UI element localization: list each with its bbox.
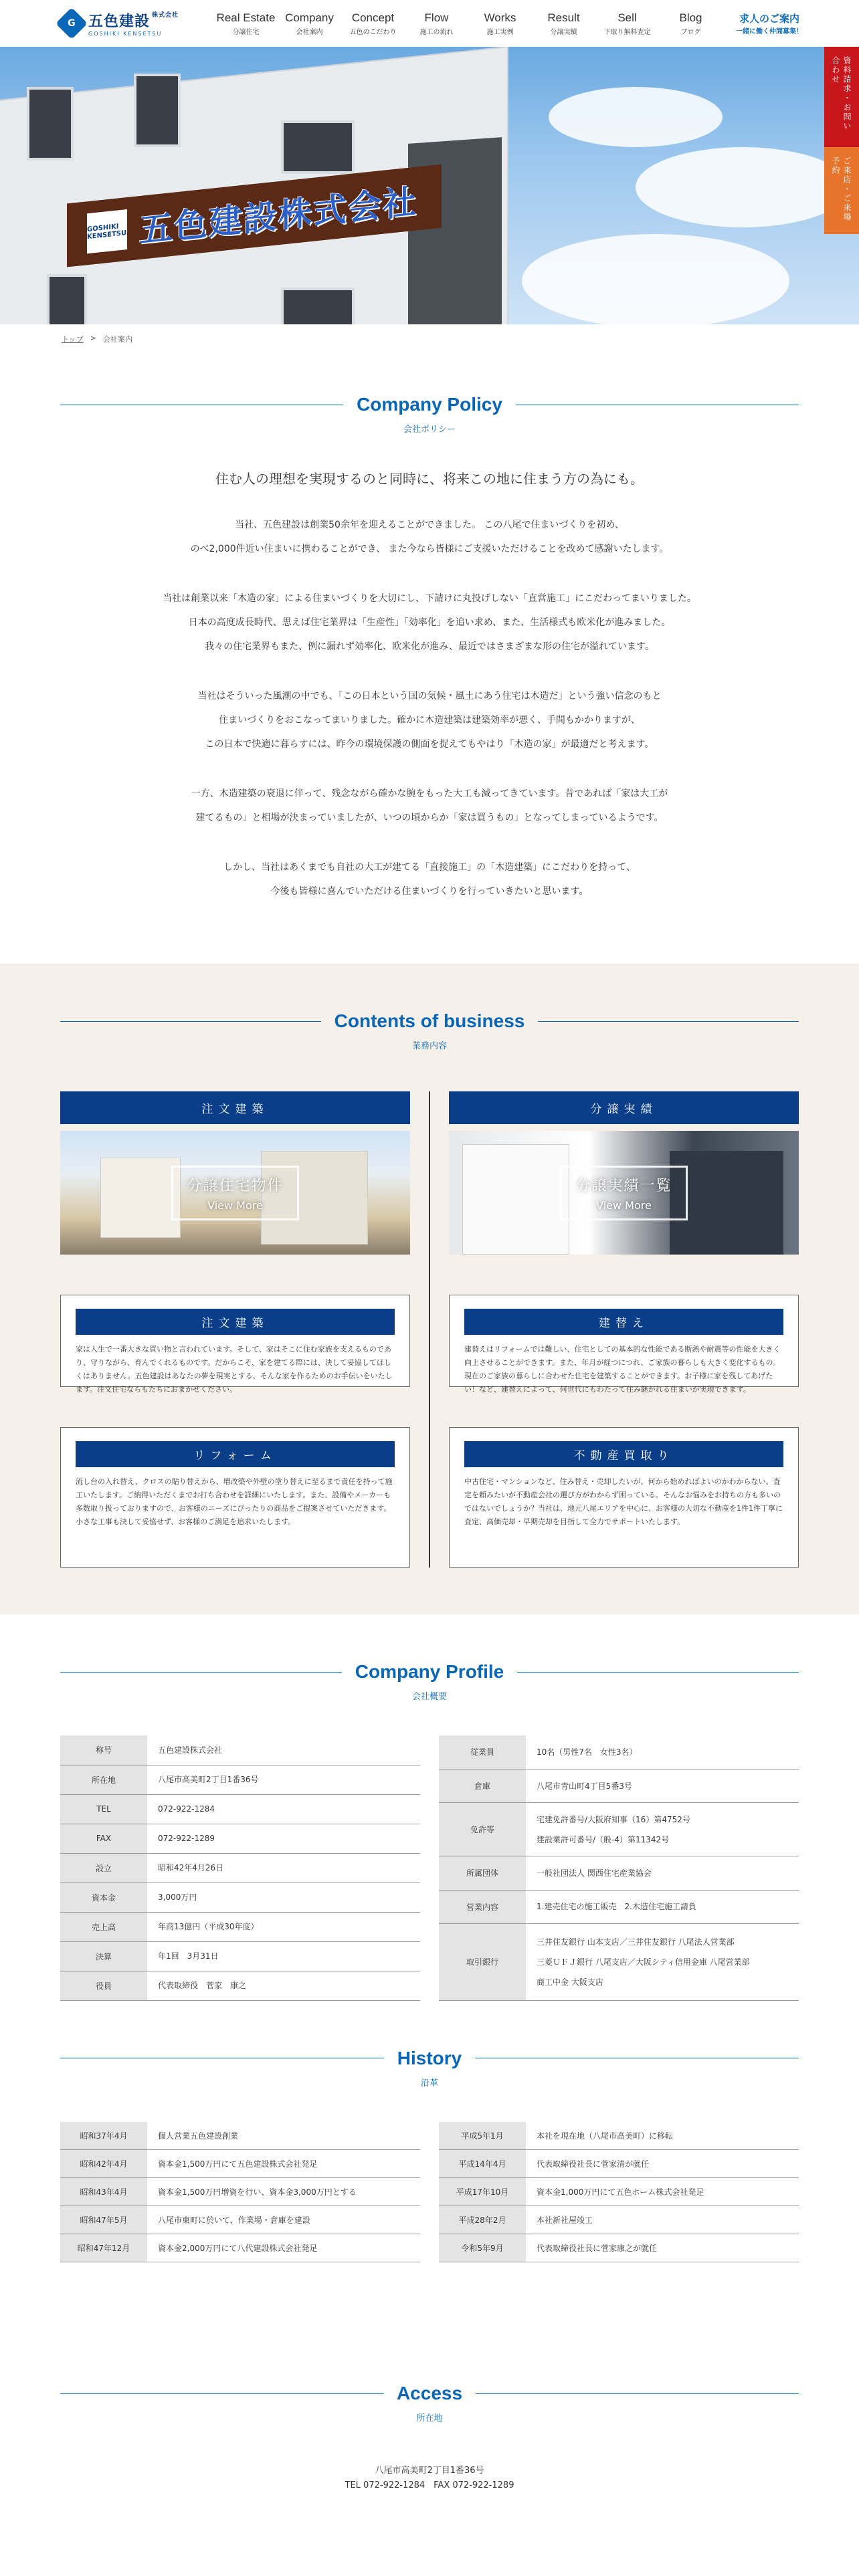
history-date: 昭和37年4月 [60, 2122, 147, 2150]
profile-table-left [60, 1735, 420, 2001]
policy-paragraph [0, 586, 859, 659]
site-logo[interactable] [60, 10, 194, 37]
sign-logo: GOSHIKI KENSETSU [87, 209, 127, 253]
history-date: 令和5年9月 [439, 2234, 526, 2262]
profile-label: 称号 [60, 1735, 147, 1765]
profile-label: 役員 [60, 1971, 147, 2000]
recruit-link[interactable] [736, 11, 803, 35]
profile-label: 従業員 [439, 1735, 526, 1769]
breadcrumb [0, 324, 859, 354]
profile-value-line: 3,000万円 [158, 1893, 197, 1902]
profile-value-line: 10名（男性7名 女性3名） [537, 1747, 638, 1757]
nav-item-en: Sell [617, 11, 637, 24]
section-title-en: Access [396, 2383, 463, 2403]
recruit-subtitle: 一緒に働く仲間募集！ [736, 28, 803, 35]
history-event: 資本金1,500万円にて五色建設株式会社発足 [147, 2150, 420, 2178]
section-title-en: Company Profile [355, 1661, 504, 1682]
card-body: 建替えはリフォームでは難しい、住宅としての基本的な性能である断熱や耐震等の性能を大きく向上させることができます。また、年月が経つにつれ、ご家族の暮らしも大きく変化するもの。現在のご家族の暮らしに合わせた住宅を建築することができます。お子様に家を残してあげたい！など、建替えによって、何世代にもわたって住み継がれる住まいが実現できます。 [464, 1345, 781, 1394]
profile-value [147, 1941, 420, 1971]
profile-row [439, 1923, 799, 2000]
cloud-shape [522, 234, 789, 324]
custom-build-photo-link[interactable] [60, 1131, 410, 1255]
history-date: 平成14年4月 [439, 2150, 526, 2178]
business-section [0, 964, 859, 1614]
profile-value-line: 八尾市青山町4丁目5番3号 [537, 1781, 632, 1791]
history-date: 平成28年2月 [439, 2206, 526, 2234]
section-subtitle: 所在地 [416, 2413, 443, 2424]
profile-row [60, 1853, 420, 1883]
visit-reservation-tab[interactable]: ご来店・ご来場予約 [824, 147, 859, 234]
nav-item-ja: 分譲住宅 [232, 28, 260, 36]
house-shape [100, 1158, 181, 1238]
profile-label: 決算 [60, 1941, 147, 1971]
profile-value [147, 1794, 420, 1824]
photo-title: 分譲住宅物件 [187, 1177, 284, 1194]
profile-value [147, 1824, 420, 1853]
history-row [60, 2234, 420, 2262]
card-title: 建替え [464, 1309, 783, 1335]
policy-line: しかし、当社はあくまでも自社の大工が建てる「直接施工」の「木造建築」にこだわりを持って、 [223, 862, 636, 873]
profile-value-line: 三菱ＵＦＪ銀行 八尾支店／大阪シティ信用金庫 八尾営業部 [537, 1957, 750, 1967]
policy-line: 今後も皆様に喜んでいただける住まいづくりを行っていきたいと思います。 [270, 886, 589, 897]
history-event: 本社を現在地（八尾市高美町）に移転 [526, 2122, 799, 2150]
logo-small-text: 株式会社 [152, 12, 179, 19]
nav-item-company[interactable] [278, 11, 341, 36]
access-address: 八尾市高美町2丁目1番36号 [375, 2466, 484, 2476]
title-line [60, 1021, 321, 1022]
profile-value [147, 1735, 420, 1765]
profile-row [439, 1856, 799, 1890]
nav-item-en: Blog [679, 11, 702, 24]
nav-item-en: Real Estate [216, 11, 276, 24]
logo-name [88, 10, 179, 31]
profile-value [147, 1912, 420, 1941]
policy-paragraph [0, 684, 859, 756]
policy-paragraph [0, 782, 859, 830]
nav-item-blog[interactable] [659, 11, 723, 36]
profile-value [147, 1971, 420, 2000]
history-table-right [439, 2122, 799, 2263]
card-title: リフォーム [76, 1441, 395, 1467]
building-dark-section [408, 137, 502, 324]
hero-image [0, 47, 859, 324]
window-shape [134, 74, 181, 147]
profile-row [60, 1971, 420, 2000]
sales-results-photo-link[interactable] [449, 1131, 799, 1255]
history-date: 昭和42年4月 [60, 2150, 147, 2178]
section-title [60, 1010, 799, 1032]
business-right-column [449, 1091, 799, 1568]
policy-line: 当社、五色建設は創業50余年を迎えることができました。 この八尾で住まいづくりを初め、 [235, 520, 624, 530]
cloud-shape [636, 147, 850, 227]
history-event: 八尾市東町に於いて、作業場・倉庫を建設 [147, 2206, 420, 2234]
profile-label: 営業内容 [439, 1890, 526, 1923]
cloud-shape [549, 87, 723, 147]
view-more-text: View More [596, 1198, 652, 1212]
window-shape [281, 120, 355, 174]
profile-row [439, 1890, 799, 1923]
profile-value [147, 1853, 420, 1883]
policy-line: 当社は創業以来「木造の家」による住まいづくりを大切にし、下請けに丸投げしない「直営施工」にこだわってまいりました。 [163, 593, 696, 604]
section-title [60, 394, 799, 415]
profile-value [526, 1803, 799, 1856]
profile-label: 免許等 [439, 1803, 526, 1856]
history-event: 代表取締役社長に菅家康之が就任 [526, 2234, 799, 2262]
card-body: 中古住宅・マンションなど、住み替え・売却したいが、何から始めればよいのかわからない。査定を頼みたいが不動産会社の選び方がわからず困っている。そんなお悩みをお持ちの方も多いのではないでしょうか？当社は、地元八尾エリアを中心に、お客様の大切な不動産を1件1件丁寧に査定、高価売却・早期売却を目指して全力でサポートいたします。 [464, 1477, 783, 1526]
profile-value [526, 1769, 799, 1802]
history-table-left [60, 2122, 420, 2263]
section-subtitle: 沿革 [420, 2078, 438, 2088]
logo-name-text: 五色建設 [88, 13, 151, 30]
policy-body [0, 513, 859, 903]
custom-build-heading: 注文建築 [60, 1091, 410, 1124]
title-line [538, 1021, 799, 1022]
title-line [60, 1672, 342, 1673]
profile-value-line: 1.建売住宅の施工販売 2.木造住宅施工請負 [537, 1902, 696, 1912]
profile-value-line: 年商13億円（平成30年度） [158, 1922, 259, 1931]
nav-item-ja: 会社案内 [296, 28, 323, 36]
profile-label: 資本金 [60, 1883, 147, 1912]
profile-row [60, 1735, 420, 1765]
history-event: 本社新社屋竣工 [526, 2206, 799, 2234]
profile-label: 売上高 [60, 1912, 147, 1941]
request-info-tab[interactable]: 資料請求・お問い合わせ [824, 47, 859, 147]
history-date: 平成17年10月 [439, 2178, 526, 2206]
history-date: 昭和43年4月 [60, 2178, 147, 2206]
profile-row [60, 1794, 420, 1824]
policy-line: 一方、木造建築の衰退に伴って、残念ながら確かな腕をもった大工も減ってきています。昔であれば「家は大工が [191, 788, 668, 799]
profile-row [60, 1765, 420, 1794]
profile-label: FAX [60, 1824, 147, 1853]
nav-item-ja: 分譲実績 [550, 28, 577, 36]
profile-row [60, 1883, 420, 1912]
history-row [439, 2206, 799, 2234]
nav-item-result[interactable] [532, 11, 595, 36]
card-title: 不動産買取り [464, 1441, 783, 1467]
policy-line: 我々の住宅業界もまた、例に漏れず効率化、欧米化が進み、最近ではさまざまな形の住宅が溢れています。 [205, 641, 654, 652]
profile-label: 設立 [60, 1853, 147, 1883]
photo-title: 分譲実績一覧 [575, 1177, 672, 1194]
policy-line: のべ2,000件近い住まいに携わることができ、 また今なら皆様にご支援いただけることを改めて感謝いたします。 [190, 544, 669, 554]
company-policy-section [0, 354, 859, 944]
profile-value [147, 1883, 420, 1912]
history-event: 代表取締役社長に菅家清が就任 [526, 2150, 799, 2178]
policy-line: 日本の高度成長時代、思えば住宅業界は「生産性」「効率化」を追い求め、また、生活様式も欧米化が進みました。 [188, 617, 671, 628]
history-section [0, 2028, 859, 2323]
nav-item-ja: 施工実例 [486, 28, 514, 36]
profile-row [439, 1769, 799, 1802]
policy-paragraph [0, 513, 859, 561]
view-more-text: View More [207, 1198, 263, 1212]
section-subtitle: 業務内容 [411, 1041, 447, 1051]
business-card [449, 1295, 799, 1394]
history-row [60, 2206, 420, 2234]
nav-item-en: Concept [351, 11, 395, 24]
main-nav [214, 11, 723, 36]
profile-row [439, 1735, 799, 1769]
profile-value-line: 八尾市高美町2丁目1番36号 [158, 1775, 259, 1784]
history-event: 個人営業五色建設創業 [147, 2122, 420, 2150]
profile-value [147, 1765, 420, 1794]
profile-row [60, 1941, 420, 1971]
window-shape [27, 87, 74, 160]
profile-value [526, 1856, 799, 1890]
profile-row [60, 1912, 420, 1941]
nav-item-en: Works [484, 11, 516, 24]
column-divider [429, 1091, 430, 1568]
nav-item-ja: 施工の流れ [419, 28, 454, 36]
business-card [60, 1295, 410, 1394]
history-row [60, 2178, 420, 2206]
access-contact: TEL 072-922-1284 FAX 072-922-1289 [345, 2480, 514, 2490]
profile-tables [60, 1735, 799, 2001]
photo-overlay [560, 1166, 687, 1220]
logo-mark-icon: G [56, 7, 88, 39]
profile-label: 所属団体 [439, 1856, 526, 1890]
profile-value-line: 年1回 3月31日 [158, 1951, 219, 1961]
logo-english: GOSHIKI KENSETSU [88, 31, 163, 37]
profile-label: 取引銀行 [439, 1923, 526, 2000]
section-title-en: Company Policy [357, 394, 502, 415]
profile-row [60, 1824, 420, 1853]
access-section [0, 2323, 859, 2513]
sales-results-heading: 分譲実績 [449, 1091, 799, 1124]
history-date: 昭和47年5月 [60, 2206, 147, 2234]
section-title [60, 2383, 799, 2404]
profile-value-line: 商工中金 大阪支店 [537, 1977, 603, 1987]
history-event: 資本金2,000万円にて八代建設株式会社発足 [147, 2234, 420, 2262]
section-title [60, 1661, 799, 1683]
breadcrumb-current: 会社案内 [102, 335, 132, 344]
profile-table-right [439, 1735, 799, 2001]
history-row [60, 2122, 420, 2150]
company-profile-section [0, 1614, 859, 2028]
history-tables [60, 2122, 799, 2263]
nav-item-ja: 下取り無料査定 [603, 28, 651, 36]
window-shape [281, 288, 355, 324]
title-line [517, 1672, 799, 1673]
profile-value [526, 1890, 799, 1923]
profile-value-line: 昭和42年4月26日 [158, 1863, 224, 1872]
profile-value-line: 宅建免許番号/大阪府知事（16）第4752号 [537, 1814, 690, 1824]
nav-item-en: Flow [424, 11, 449, 24]
breadcrumb-home-link[interactable]: トップ [62, 335, 84, 344]
profile-value-line: 代表取締役 菅家 康之 [158, 1981, 247, 1990]
history-row [439, 2234, 799, 2262]
profile-value-line: 一般社団法人 関西住宅産業協会 [537, 1868, 652, 1878]
nav-item-works[interactable] [468, 11, 532, 36]
side-tabs [824, 47, 859, 234]
nav-item-ja: ブログ [680, 28, 701, 36]
business-left-column [60, 1091, 410, 1568]
history-row [439, 2178, 799, 2206]
nav-item-sell[interactable] [595, 11, 659, 36]
breadcrumb-separator: > [90, 334, 96, 342]
policy-line: 当社はそういった風潮の中でも、「この日本という国の気候・風土にあう住宅は木造だ」という強い信念のもと [197, 691, 662, 702]
nav-item-en: Company [285, 11, 334, 24]
profile-row [439, 1803, 799, 1856]
policy-line: 住まいづくりをおこなってまいりました。確かに木造建築は建築効率が悪く、手間もかかりますが、 [219, 715, 640, 726]
history-row [60, 2150, 420, 2178]
history-date: 昭和47年12月 [60, 2234, 147, 2262]
section-title [60, 2048, 799, 2069]
nav-item-ja: 五色のこだわり [349, 28, 397, 36]
site-header [0, 0, 859, 47]
history-row [439, 2150, 799, 2178]
business-grid [60, 1091, 799, 1568]
policy-line: 建てるもの」と相場が決まっていましたが、いつの頃からか「家は買うもの」となってしまっているようです。 [195, 813, 664, 823]
profile-value-line: 建設業許可番号/（般-4）第11342号 [537, 1834, 670, 1844]
policy-lead: 住む人の理想を実現するのと同時に、将来この地に住まう方の為にも。 [215, 471, 644, 487]
business-card [449, 1427, 799, 1568]
card-body: 流し台の入れ替え、クロスの貼り替えから、増改築や外壁の塗り替えに至るまで責任を持って施工いたします。ご納得いただくまでお打ち合わせを詳細にいたします。また、設備やメーカーも多数取り扱っておりますので、お客様のニーズにぴったりの商品をご提案させていただきます。小さな工事も決して妥協せず、お客様のご満足を追求いたします。 [76, 1477, 393, 1526]
profile-label: 倉庫 [439, 1769, 526, 1802]
profile-value-line: 072-922-1289 [158, 1834, 215, 1843]
section-subtitle: 会社ポリシー [403, 425, 456, 435]
sign-text: 五色建設株式会社 [139, 181, 417, 250]
policy-paragraph [0, 855, 859, 903]
logo-text [88, 10, 179, 37]
section-title-en: Contents of business [334, 1010, 525, 1031]
access-address-block [0, 2464, 859, 2493]
section-subtitle: 会社概要 [411, 1692, 447, 1702]
title-line [476, 2393, 799, 2394]
card-title: 注文建築 [76, 1309, 395, 1335]
photo-overlay [171, 1166, 298, 1220]
profile-value-line: 五色建設株式会社 [158, 1745, 223, 1755]
profile-value-line: 三井住友銀行 山本支店／三井住友銀行 八尾法人営業部 [537, 1937, 735, 1947]
nav-item-flow[interactable] [405, 11, 468, 36]
house-shape [462, 1144, 569, 1255]
window-shape [47, 274, 87, 324]
card-body: 家は人生で一番大きな買い物と言われています。そして、家はそこに住む家族を支えるものであり、守りながら、育んでくれるものです。だからこそ、家を建てる際には、決して妥協してほしくはありません。五色建設はあなたの夢を現実とする、そんな家を作るためのお手伝いをいたします。注文住宅ならもたちにおまかせください。 [76, 1345, 393, 1394]
history-event: 資本金1,000万円にて五色ホーム株式会社発足 [526, 2178, 799, 2206]
history-date: 平成5年1月 [439, 2122, 526, 2150]
nav-item-en: Result [547, 11, 580, 24]
profile-value-line: 072-922-1284 [158, 1804, 215, 1814]
policy-line: この日本で快適に暮らすには、昨今の環境保護の側面を捉えてもやはり「木造の家」が最適だと考えます。 [205, 739, 654, 750]
profile-label: 所在地 [60, 1765, 147, 1794]
business-card [60, 1427, 410, 1568]
profile-value [526, 1735, 799, 1769]
nav-item-real-estate[interactable] [214, 11, 278, 36]
profile-label: TEL [60, 1794, 147, 1824]
title-line [60, 2393, 383, 2394]
nav-item-concept[interactable] [341, 11, 405, 36]
profile-value [526, 1923, 799, 2000]
history-event: 資本金1,500万円増資を行い、資本金3,000万円とする [147, 2178, 420, 2206]
history-row [439, 2122, 799, 2150]
recruit-title: 求人のご案内 [739, 13, 799, 25]
section-title-en: History [397, 2047, 462, 2068]
